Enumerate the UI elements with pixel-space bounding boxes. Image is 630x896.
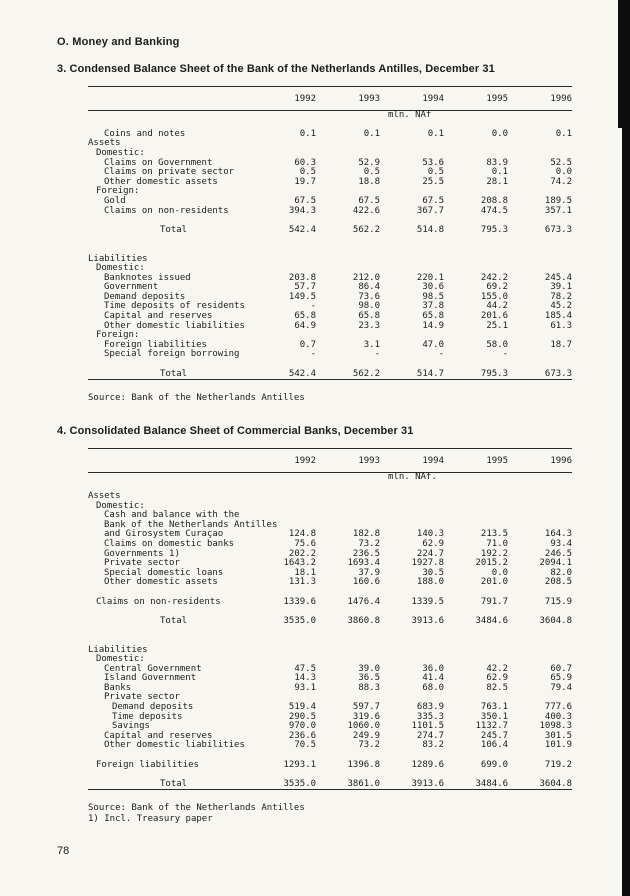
cell-value: 335.3 xyxy=(416,711,444,722)
cell-value: 60.3 xyxy=(294,157,316,168)
cell-value: 213.5 xyxy=(480,529,508,540)
cell-value: - xyxy=(310,349,316,360)
row-label: Foreign: xyxy=(96,330,140,341)
cell-value: 2015.2 xyxy=(475,558,508,569)
row-label: Other domestic assets xyxy=(104,176,218,187)
table3-section xyxy=(57,63,597,404)
cell-value: 149.5 xyxy=(288,291,316,302)
cell-value: 1693.4 xyxy=(347,558,380,569)
cell-value: 53.6 xyxy=(422,157,444,168)
row-label: Island Government xyxy=(104,673,197,684)
cell-value: 164.3 xyxy=(544,529,572,540)
cell-value: 62.9 xyxy=(422,538,444,549)
cell-value: 73.2 xyxy=(358,538,380,549)
cell-value: 47.5 xyxy=(294,663,316,674)
cell-value: 0.1 xyxy=(427,128,444,139)
cell-value: 18.1 xyxy=(294,567,316,578)
cell-value: 39.0 xyxy=(358,663,380,674)
cell-value: 155.0 xyxy=(480,291,508,302)
row-label: Time deposits of residents xyxy=(104,301,245,312)
cell-value: 542.4 xyxy=(288,224,316,235)
row-label: Total xyxy=(160,615,188,626)
cell-value: 0.5 xyxy=(299,167,316,178)
row-label: Capital and reserves xyxy=(104,311,213,322)
cell-value: 37.8 xyxy=(422,301,444,312)
table-row-data xyxy=(88,761,572,771)
cell-value: 19.7 xyxy=(294,176,316,187)
cell-value: 42.2 xyxy=(486,663,508,674)
cell-value: 3484.6 xyxy=(475,615,508,626)
row-label: Assets xyxy=(88,491,121,501)
row-label: Gold xyxy=(104,195,126,206)
cell-value: 245.4 xyxy=(544,272,572,283)
cell-value: 60.7 xyxy=(550,663,572,674)
cell-value: 47.0 xyxy=(422,339,444,350)
cell-value: 400.3 xyxy=(544,711,572,722)
cell-value: 23.3 xyxy=(358,320,380,331)
table-row-blank xyxy=(88,235,572,245)
cell-value: 1396.8 xyxy=(347,759,380,770)
unit-label: mln. NAf xyxy=(388,109,432,120)
cell-value: 795.3 xyxy=(480,368,508,379)
table3-source: Source: Bank of the Netherlands Antilles xyxy=(88,393,305,404)
cell-value: 683.9 xyxy=(416,702,444,713)
cell-value: 422.6 xyxy=(352,205,380,216)
cell-value: 73.2 xyxy=(358,740,380,751)
table-row-section xyxy=(88,255,572,265)
row-label: Claims on Government xyxy=(104,157,213,168)
row-label: Domestic: xyxy=(96,654,145,665)
cell-value: 93.1 xyxy=(294,682,316,693)
row-label: Foreign liabilities xyxy=(104,339,207,350)
row-label: Private sector xyxy=(104,558,180,569)
cell-value: 970.0 xyxy=(288,721,316,732)
cell-value: 1098.3 xyxy=(539,721,572,732)
cell-value: 0.0 xyxy=(491,567,508,578)
cell-value: 36.0 xyxy=(422,663,444,674)
page-number: 78 xyxy=(57,845,70,858)
cell-value: 106.4 xyxy=(480,740,508,751)
row-label: Other domestic assets xyxy=(104,577,218,588)
row-label: Claims on non-residents xyxy=(104,205,229,216)
cell-value: - xyxy=(502,349,508,360)
cell-value: 201.6 xyxy=(480,311,508,322)
cell-value: 57.7 xyxy=(294,282,316,293)
cell-value: 236.5 xyxy=(352,548,380,559)
table-row-data xyxy=(88,578,572,588)
years-spacer xyxy=(88,95,252,105)
cell-value: 220.1 xyxy=(416,272,444,283)
cell-value: 514.8 xyxy=(416,224,444,235)
cell-value: 1293.1 xyxy=(283,759,316,770)
cell-value: 0.0 xyxy=(555,167,572,178)
cell-value: 245.7 xyxy=(480,730,508,741)
table3-years-header xyxy=(88,87,572,110)
cell-value: 98.5 xyxy=(422,291,444,302)
table-row-total xyxy=(88,370,572,380)
row-label: Banks xyxy=(104,682,132,693)
table-row-total xyxy=(88,226,572,236)
cell-value: 58.0 xyxy=(486,339,508,350)
cell-value: 699.0 xyxy=(480,759,508,770)
cell-value: 795.3 xyxy=(480,224,508,235)
cell-value: 25.1 xyxy=(486,320,508,331)
cell-value: 86.4 xyxy=(358,282,380,293)
row-label: Governments 1) xyxy=(104,548,180,559)
cell-value: 367.7 xyxy=(416,205,444,216)
row-label: Demand deposits xyxy=(112,702,194,713)
table4-section xyxy=(57,425,597,825)
table-row-unit xyxy=(88,473,572,483)
cell-value: 83.9 xyxy=(486,157,508,168)
cell-value: 519.4 xyxy=(288,702,316,713)
cell-value: 69.2 xyxy=(486,282,508,293)
cell-value: 36.5 xyxy=(358,673,380,684)
year-column-label: 1993 xyxy=(358,94,380,104)
row-label: Government xyxy=(104,282,159,293)
cell-value: 542.4 xyxy=(288,368,316,379)
cell-value: 18.8 xyxy=(358,176,380,187)
cell-value: 301.5 xyxy=(544,730,572,741)
row-label: Banknotes issued xyxy=(104,272,191,283)
table-row-section xyxy=(88,646,572,656)
row-label: and Girosystem Curaçao xyxy=(104,529,224,540)
cell-value: 350.1 xyxy=(480,711,508,722)
table-row-data xyxy=(88,130,572,140)
cell-value: 70.5 xyxy=(294,740,316,751)
table-row-data xyxy=(88,322,572,332)
cell-value: 62.9 xyxy=(486,673,508,684)
cell-value: 719.2 xyxy=(544,759,572,770)
year-column-label: 1996 xyxy=(550,456,572,467)
year-column-label: 1995 xyxy=(486,94,508,104)
table4-bottom-rule xyxy=(88,789,572,790)
row-label: Foreign liabilities xyxy=(96,759,199,770)
row-label: Other domestic liabilities xyxy=(104,740,245,751)
cell-value: 182.8 xyxy=(352,529,380,540)
table-row-data xyxy=(88,178,572,188)
table-row-data xyxy=(88,350,572,360)
cell-value: 131.3 xyxy=(288,577,316,588)
cell-value: 14.3 xyxy=(294,673,316,684)
cell-value: 3860.8 xyxy=(347,615,380,626)
cell-value: 79.4 xyxy=(550,682,572,693)
cell-value: 208.8 xyxy=(480,195,508,206)
table-row-unit xyxy=(88,111,572,121)
cell-value: 45.2 xyxy=(550,301,572,312)
table-row-data xyxy=(88,741,572,751)
cell-value: 0.1 xyxy=(555,128,572,139)
cell-value: 212.0 xyxy=(352,272,380,283)
row-label: Savings xyxy=(112,721,150,732)
row-label: Foreign: xyxy=(96,186,140,197)
row-label: Liabilities xyxy=(88,253,148,264)
cell-value: 3.1 xyxy=(363,339,380,350)
cell-value: 3604.8 xyxy=(539,778,572,789)
cell-value: 224.7 xyxy=(416,548,444,559)
row-label: Total xyxy=(160,224,188,235)
row-label: Domestic: xyxy=(96,500,145,511)
cell-value: 65.8 xyxy=(294,311,316,322)
cell-value: 61.3 xyxy=(550,320,572,331)
table4-title: 4. Consolidated Balance Sheet of Commercial Banks, December 31 xyxy=(57,425,414,438)
year-column-label: 1995 xyxy=(486,456,508,467)
cell-value: 67.5 xyxy=(422,195,444,206)
cell-value: 242.2 xyxy=(480,272,508,283)
cell-value: 514.7 xyxy=(416,368,444,379)
row-label: Domestic: xyxy=(96,147,145,158)
cell-value: 562.2 xyxy=(352,368,380,379)
row-label: Liabilities xyxy=(88,644,148,655)
year-column-label: 1993 xyxy=(358,456,380,467)
table-row-total xyxy=(88,617,572,627)
cell-value: 1101.5 xyxy=(411,721,444,732)
table4-years-header xyxy=(88,449,572,472)
year-column-label: 1994 xyxy=(422,94,444,104)
cell-value: 0.1 xyxy=(491,167,508,178)
cell-value: 715.9 xyxy=(544,596,572,607)
table-row-blank xyxy=(88,245,572,255)
cell-value: 83.2 xyxy=(422,740,444,751)
cell-value: 3604.8 xyxy=(539,615,572,626)
cell-value: 185.4 xyxy=(544,311,572,322)
cell-value: 201.0 xyxy=(480,577,508,588)
cell-value: 30.5 xyxy=(422,567,444,578)
cell-value: 73.6 xyxy=(358,291,380,302)
cell-value: 290.5 xyxy=(288,711,316,722)
cell-value: 319.6 xyxy=(352,711,380,722)
cell-value: 140.3 xyxy=(416,529,444,540)
cell-value: 0.5 xyxy=(427,167,444,178)
cell-value: 1339.6 xyxy=(283,596,316,607)
cell-value: 192.2 xyxy=(480,548,508,559)
row-label: Other domestic liabilities xyxy=(104,320,245,331)
unit-label: mln. NAf. xyxy=(388,471,437,482)
cell-value: 189.5 xyxy=(544,195,572,206)
cell-value: 41.4 xyxy=(422,673,444,684)
cell-value: 3913.6 xyxy=(411,778,444,789)
row-label: Total xyxy=(160,368,188,379)
cell-value: 64.9 xyxy=(294,320,316,331)
row-label: Special foreign borrowing xyxy=(104,349,240,360)
scan-corner-shadow xyxy=(618,0,630,128)
cell-value: 394.3 xyxy=(288,205,316,216)
table-row-data xyxy=(88,598,572,608)
table-row-data xyxy=(88,207,572,217)
cell-value: 78.2 xyxy=(550,291,572,302)
cell-value: 357.1 xyxy=(544,205,572,216)
row-label: Claims on non-residents xyxy=(96,596,221,607)
row-label: Claims on domestic banks xyxy=(104,538,235,549)
row-label: Claims on private sector xyxy=(104,167,235,178)
cell-value: 1927.8 xyxy=(411,558,444,569)
cell-value: 28.1 xyxy=(486,176,508,187)
cell-value: 65.9 xyxy=(550,673,572,684)
year-column-label: 1994 xyxy=(422,456,444,467)
row-label: Cash and balance with the xyxy=(104,510,240,521)
row-label: Capital and reserves xyxy=(104,730,213,741)
cell-value: 3913.6 xyxy=(411,615,444,626)
cell-value: 188.0 xyxy=(416,577,444,588)
cell-value: 673.3 xyxy=(544,224,572,235)
cell-value: 14.9 xyxy=(422,320,444,331)
cell-value: 65.8 xyxy=(422,311,444,322)
cell-value: 74.2 xyxy=(550,176,572,187)
cell-value: 249.9 xyxy=(352,730,380,741)
cell-value: 597.7 xyxy=(352,702,380,713)
cell-value: 39.1 xyxy=(550,282,572,293)
cell-value: 1289.6 xyxy=(411,759,444,770)
chapter-heading: O. Money and Banking xyxy=(57,36,180,48)
table-row-section xyxy=(88,139,572,149)
cell-value: 67.5 xyxy=(294,195,316,206)
row-label: Bank of the Netherlands Antilles xyxy=(104,519,278,530)
row-label: Private sector xyxy=(104,692,180,703)
table3-title: 3. Condensed Balance Sheet of the Bank of the Netherlands Antilles, December 31 xyxy=(57,63,495,75)
cell-value: 0.0 xyxy=(491,128,508,139)
cell-value: 65.8 xyxy=(358,311,380,322)
cell-value: 82.0 xyxy=(550,567,572,578)
cell-value: 37.9 xyxy=(358,567,380,578)
row-label: Total xyxy=(160,778,188,789)
cell-value: 68.0 xyxy=(422,682,444,693)
cell-value: 82.5 xyxy=(486,682,508,693)
cell-value: 124.8 xyxy=(288,529,316,540)
row-label: Time deposits xyxy=(112,711,183,722)
cell-value: 1132.7 xyxy=(475,721,508,732)
cell-value: 160.6 xyxy=(352,577,380,588)
cell-value: 562.2 xyxy=(352,224,380,235)
cell-value: 18.7 xyxy=(550,339,572,350)
year-column-label: 1996 xyxy=(550,94,572,104)
cell-value: 0.1 xyxy=(299,128,316,139)
table3-bottom-rule xyxy=(88,379,572,380)
cell-value: 202.2 xyxy=(288,548,316,559)
cell-value: 30.6 xyxy=(422,282,444,293)
cell-value: 246.5 xyxy=(544,548,572,559)
cell-value: 208.5 xyxy=(544,577,572,588)
cell-value: 52.5 xyxy=(550,157,572,168)
row-label: Domestic: xyxy=(96,263,145,274)
cell-value: 0.1 xyxy=(363,128,380,139)
cell-value: 1339.5 xyxy=(411,596,444,607)
table3-body xyxy=(88,111,572,380)
cell-value: 2094.1 xyxy=(539,558,572,569)
cell-value: 3535.0 xyxy=(283,778,316,789)
cell-value: 44.2 xyxy=(486,301,508,312)
cell-value: 777.6 xyxy=(544,702,572,713)
cell-value: 25.5 xyxy=(422,176,444,187)
cell-value: - xyxy=(310,301,316,312)
table4-body xyxy=(88,473,572,790)
year-column-label: 1992 xyxy=(294,456,316,467)
cell-value: 93.4 xyxy=(550,538,572,549)
cell-value: 101.9 xyxy=(544,740,572,751)
row-label: Special domestic loans xyxy=(104,567,224,578)
cell-value: 236.6 xyxy=(288,730,316,741)
cell-value: 71.0 xyxy=(486,538,508,549)
page-content xyxy=(57,36,597,857)
cell-value: 67.5 xyxy=(358,195,380,206)
cell-value: 763.1 xyxy=(480,702,508,713)
table4-footnote: 1) Incl. Treasury paper xyxy=(88,814,213,825)
table-row-blank xyxy=(88,482,572,492)
table4 xyxy=(88,448,572,790)
table-row-section xyxy=(88,492,572,502)
cell-value: 1060.0 xyxy=(347,721,380,732)
cell-value: 1643.2 xyxy=(283,558,316,569)
cell-value: 673.3 xyxy=(544,368,572,379)
cell-value: 0.5 xyxy=(363,167,380,178)
cell-value: 3535.0 xyxy=(283,615,316,626)
cell-value: - xyxy=(438,349,444,360)
cell-value: 98.0 xyxy=(358,301,380,312)
table4-source: Source: Bank of the Netherlands Antilles xyxy=(88,803,305,814)
year-column-label: 1992 xyxy=(294,94,316,104)
cell-value: 474.5 xyxy=(480,205,508,216)
table-row-blank xyxy=(88,636,572,646)
table3 xyxy=(88,86,572,380)
table-row-total xyxy=(88,780,572,790)
cell-value: 3861.0 xyxy=(347,778,380,789)
row-label: Assets xyxy=(88,138,121,149)
cell-value: 1476.4 xyxy=(347,596,380,607)
cell-value xyxy=(508,350,572,360)
table-row-blank xyxy=(88,626,572,636)
scan-edge-shadow xyxy=(622,0,630,896)
row-label: Coins and notes xyxy=(104,128,186,139)
years-spacer xyxy=(88,457,252,467)
cell-value: 274.7 xyxy=(416,730,444,741)
row-label: Central Government xyxy=(104,663,202,674)
cell-value: - xyxy=(374,349,380,360)
cell-value: 3484.6 xyxy=(475,778,508,789)
cell-value: 0.7 xyxy=(299,339,316,350)
cell-value: 203.8 xyxy=(288,272,316,283)
cell-value: 791.7 xyxy=(480,596,508,607)
cell-value: 75.6 xyxy=(294,538,316,549)
row-label: Demand deposits xyxy=(104,291,186,302)
cell-value: 88.3 xyxy=(358,682,380,693)
cell-value: 52.9 xyxy=(358,157,380,168)
